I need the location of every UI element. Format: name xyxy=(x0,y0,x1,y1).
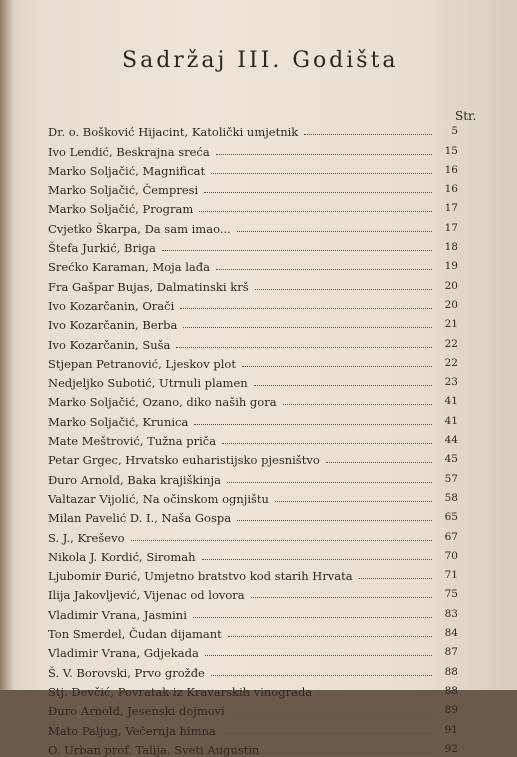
dot-leader xyxy=(237,520,432,521)
toc-entry-separator: , xyxy=(149,279,157,294)
toc-entry-page-number: 41 xyxy=(444,414,458,427)
toc-entry-author: Marko Soljačić xyxy=(48,163,136,178)
toc-entry-text xyxy=(48,376,248,390)
toc-entry-text xyxy=(48,125,298,139)
toc-entry-separator: , xyxy=(116,241,124,256)
toc-entry-title: Magnificat xyxy=(142,163,206,178)
toc-entry-title: Ozano, diko naših gora xyxy=(142,395,277,410)
toc-entry xyxy=(48,738,458,757)
dot-leader xyxy=(216,154,432,155)
dot-leader xyxy=(255,289,432,290)
toc-entry xyxy=(48,236,458,255)
toc-entry xyxy=(48,583,458,602)
dot-leader xyxy=(162,250,432,251)
toc-entry-title: Berba xyxy=(142,318,178,333)
toc-entry-page-number: 71 xyxy=(444,569,458,582)
toc-entry-author: Mate Meštrović xyxy=(48,434,140,449)
toc-entry-text xyxy=(48,415,188,429)
toc-entry-page-number: 19 xyxy=(444,260,458,273)
toc-entry xyxy=(48,197,458,216)
toc-entry-title: Prvo grožđe xyxy=(134,665,205,680)
dot-leader xyxy=(227,482,432,483)
toc-entry-text xyxy=(48,338,170,352)
toc-entry-text xyxy=(48,724,216,738)
toc-entry-author: Petar Grgec xyxy=(48,453,118,468)
toc-entry-page-number: 16 xyxy=(444,183,458,196)
toc-entry-separator: , xyxy=(135,337,143,352)
toc-entry-separator: , xyxy=(137,221,145,236)
dot-leader xyxy=(265,752,432,753)
dot-leader xyxy=(202,559,432,560)
toc-entry xyxy=(48,274,458,293)
toc-entry-text xyxy=(48,241,156,255)
toc-entry-page-number: 15 xyxy=(444,144,458,157)
toc-entry-author: O. Urban prof. Talija xyxy=(48,742,167,757)
toc-entry-title: Jesenski dojmovi xyxy=(127,704,225,719)
toc-entry-author: Ton Smerdel xyxy=(48,627,122,642)
toc-entry-page-number: 22 xyxy=(444,337,458,350)
toc-entry-title: Utrnuli plamen xyxy=(159,376,248,391)
toc-entry-separator: , xyxy=(184,125,192,140)
toc-entry xyxy=(48,699,458,718)
dot-leader xyxy=(231,713,432,714)
toc-entry-text xyxy=(48,685,312,699)
toc-entry-author: Š. V. Borovski xyxy=(48,665,128,680)
toc-entry-separator: , xyxy=(108,144,117,159)
toc-entry-title: Gdjekada xyxy=(143,646,199,661)
toc-entry-text xyxy=(48,260,210,274)
toc-entry-author: Đuro Arnold xyxy=(48,472,120,487)
toc-entry-separator: , xyxy=(135,298,143,313)
toc-entry-author: Marko Soljačić xyxy=(48,395,136,410)
toc-entry-text xyxy=(48,145,210,159)
toc-entry-text xyxy=(48,646,199,660)
toc-entry-text xyxy=(48,608,187,622)
toc-entry-text xyxy=(48,318,177,332)
toc-entry-title: Siromah xyxy=(146,549,196,564)
toc-entry-title: Naša Gospa xyxy=(161,511,232,526)
toc-entry-title: Povratak iz Kravarskih vinograda xyxy=(117,684,313,699)
dot-leader xyxy=(237,231,432,232)
toc-entry-title: Da sam imao... xyxy=(144,221,231,236)
dot-leader xyxy=(326,462,432,463)
toc-entry-author: Ivo Kozarčanin xyxy=(48,337,136,352)
toc-entry-title: Krunica xyxy=(142,414,189,429)
toc-entry-title: Kreševo xyxy=(77,530,125,545)
toc-entry xyxy=(48,448,458,467)
toc-entry-text xyxy=(48,395,277,409)
toc-entry-text xyxy=(48,222,231,236)
toc-entry-page-number: 17 xyxy=(444,221,458,234)
toc-entry-title: Na očinskom ognjištu xyxy=(142,491,269,506)
toc-entry-author: Valtazar Vijolić xyxy=(48,491,136,506)
toc-entry xyxy=(48,159,458,178)
dot-leader xyxy=(183,327,432,328)
toc-entry-text xyxy=(48,550,196,564)
toc-entry xyxy=(48,216,458,235)
dot-leader xyxy=(304,134,432,135)
toc-entry xyxy=(48,313,458,332)
toc-entry-separator: , xyxy=(135,414,143,429)
toc-entry-author: Milan Pavelić D. I. xyxy=(48,511,155,526)
dot-leader xyxy=(222,443,432,444)
toc-entry xyxy=(48,332,458,351)
toc-entry xyxy=(48,564,458,583)
toc-entry-separator: , xyxy=(139,549,147,564)
toc-entry-author: Vladimir Vrana xyxy=(48,607,137,622)
toc-entry-separator: , xyxy=(70,530,78,545)
dot-leader xyxy=(194,424,432,425)
toc-entry-separator: , xyxy=(110,684,118,699)
page-column-header: Str. xyxy=(455,109,477,123)
toc-entry-title: Program xyxy=(142,202,194,217)
toc-entry-page-number: 92 xyxy=(444,742,458,755)
toc-entry xyxy=(48,178,458,197)
toc-entry-text xyxy=(48,280,249,294)
toc-entry-text xyxy=(48,569,353,583)
toc-entry-title: Čempresi xyxy=(142,183,199,198)
toc-entry-page-number: 65 xyxy=(444,511,458,524)
toc-entry-page-number: 45 xyxy=(444,453,458,466)
dot-leader xyxy=(283,404,432,405)
toc-entry-page-number: 20 xyxy=(444,298,458,311)
toc-entry-author: Ivo Kozarčanin xyxy=(48,318,136,333)
toc-entry-page-number: 20 xyxy=(444,279,458,292)
toc-entry xyxy=(48,680,458,699)
toc-entry-author: Ivo Kozarčanin xyxy=(48,298,136,313)
toc-entry-separator: , xyxy=(139,434,148,449)
toc-entry-separator: , xyxy=(145,260,153,275)
toc-entry-text xyxy=(48,511,231,525)
dot-leader xyxy=(211,675,432,676)
toc-entry-title: Sveti Augustin xyxy=(174,742,260,757)
toc-entry-author: Marko Soljačić xyxy=(48,202,136,217)
toc-entry-page-number: 41 xyxy=(444,395,458,408)
toc-entry-page-number: 21 xyxy=(444,318,458,331)
toc-entry-text xyxy=(48,704,225,718)
toc-entry-text xyxy=(48,743,259,757)
toc-entry-author: Fra Gašpar Bujas xyxy=(48,279,150,294)
dot-leader xyxy=(359,578,432,579)
toc-entry-title: Čudan dijamant xyxy=(129,627,222,642)
toc-entry-title: Moja lađa xyxy=(152,260,210,275)
toc-entry-separator: , xyxy=(154,511,162,526)
dot-leader xyxy=(131,540,433,541)
toc-entry-text xyxy=(48,453,320,467)
dot-leader xyxy=(242,366,432,367)
toc-entry-author: Stjepan Petranović xyxy=(48,356,159,371)
toc-entry-separator: , xyxy=(119,472,128,487)
toc-entry-separator: , xyxy=(135,491,143,506)
dot-leader xyxy=(228,636,432,637)
toc-entry xyxy=(48,294,458,313)
toc-entry xyxy=(48,487,458,506)
toc-entry-title: Jasmini xyxy=(143,607,187,622)
toc-entry xyxy=(48,622,458,641)
dot-leader xyxy=(176,347,432,348)
toc-entry-text xyxy=(48,164,205,178)
toc-entry-author: Nikola J. Kordić xyxy=(48,549,140,564)
toc-entry-text xyxy=(48,666,205,680)
toc-entry-title: Dalmatinski krš xyxy=(156,279,249,294)
toc-entry-author: Mato Paljug xyxy=(48,723,118,738)
dot-leader xyxy=(222,733,432,734)
toc-entry-title: Baka krajiškinja xyxy=(127,472,221,487)
toc-entry xyxy=(48,139,458,158)
toc-entry-page-number: 18 xyxy=(444,241,458,254)
toc-entry-title: Tužna priča xyxy=(147,434,217,449)
toc-entry-separator: , xyxy=(121,627,130,642)
toc-entry-author: Dr. o. Bošković Hijacint xyxy=(48,125,185,140)
toc-entry-text xyxy=(48,588,245,602)
toc-entry-text xyxy=(48,357,236,371)
toc-entry xyxy=(48,390,458,409)
toc-entry-author: Đuro Arnold xyxy=(48,704,120,719)
toc-entry xyxy=(48,660,458,679)
toc-entry-author: Marko Soljačić xyxy=(48,183,136,198)
toc-entry-page-number: 57 xyxy=(444,472,458,485)
toc-entry-separator: , xyxy=(117,453,126,468)
toc-entry-page-number: 70 xyxy=(444,549,458,562)
toc-entry xyxy=(48,467,458,486)
toc-entry-page-number: 67 xyxy=(444,530,458,543)
toc-entry xyxy=(48,525,458,544)
dot-leader xyxy=(318,694,432,695)
toc-entry-text xyxy=(48,473,221,487)
toc-entry-separator: , xyxy=(136,588,144,603)
toc-entry-title: Suša xyxy=(142,337,171,352)
toc-entry xyxy=(48,255,458,274)
toc-entry-text xyxy=(48,492,269,506)
toc-entry xyxy=(48,429,458,448)
toc-entry-title: Hrvatsko euharistijsko pjesništvo xyxy=(125,453,320,468)
dot-leader xyxy=(199,211,432,212)
toc-entry xyxy=(48,718,458,737)
toc-entry-title: Briga xyxy=(124,241,156,256)
toc-entry-page-number: 87 xyxy=(444,646,458,659)
toc-entry-page-number: 83 xyxy=(444,607,458,620)
toc-entry-title: Umjetno bratstvo kod starih Hrvata xyxy=(144,569,353,584)
toc-entry-author: Vladimir Vrana xyxy=(48,646,137,661)
toc-entry-separator: , xyxy=(135,202,143,217)
toc-entry xyxy=(48,602,458,621)
toc-entry-title: Večernja himna xyxy=(125,723,216,738)
toc-entry-title: Ljeskov plot xyxy=(165,356,236,371)
toc-entry-text xyxy=(48,627,222,641)
toc-entry-title: Katolički umjetnik xyxy=(191,125,299,140)
toc-entry-author: Stj. Devčić xyxy=(48,684,111,699)
dot-leader xyxy=(254,385,432,386)
toc-entry xyxy=(48,506,458,525)
toc-entry-text xyxy=(48,202,193,216)
toc-entry-author: Ivo Lendić xyxy=(48,144,109,159)
toc-entry-page-number: 23 xyxy=(444,376,458,389)
toc-entry-author: S. J. xyxy=(48,530,71,545)
dot-leader xyxy=(205,655,432,656)
toc-entry-separator: , xyxy=(119,704,128,719)
toc-entry-page-number: 58 xyxy=(444,491,458,504)
dot-leader xyxy=(216,269,432,270)
toc-entry-author: Marko Soljačić xyxy=(48,414,136,429)
toc-entry-separator: , xyxy=(135,395,143,410)
toc-entry-author: Ljubomir Đurić xyxy=(48,569,137,584)
table-of-contents xyxy=(48,120,458,757)
toc-entry-text xyxy=(48,299,174,313)
dot-leader xyxy=(211,173,432,174)
toc-entry-page-number: 89 xyxy=(444,704,458,717)
toc-entry-text xyxy=(48,434,216,448)
toc-entry-separator: , xyxy=(135,163,143,178)
contents-title: Sadržaj III. Godišta xyxy=(122,48,399,73)
toc-entry-separator: , xyxy=(166,742,175,757)
toc-entry-page-number: 5 xyxy=(451,125,458,138)
toc-entry-page-number: 17 xyxy=(444,202,458,215)
toc-entry-separator: , xyxy=(127,665,135,680)
toc-entry-author: Štefa Jurkić xyxy=(48,241,117,256)
toc-entry-page-number: 84 xyxy=(444,627,458,640)
toc-entry-separator: , xyxy=(135,183,143,198)
toc-entry xyxy=(48,371,458,390)
dot-leader xyxy=(251,597,432,598)
toc-entry-title: Orači xyxy=(142,298,175,313)
toc-entry-page-number: 44 xyxy=(444,434,458,447)
toc-entry-text xyxy=(48,183,198,197)
toc-entry-title: Vijenac od lovora xyxy=(143,588,245,603)
toc-entry-page-number: 88 xyxy=(444,684,458,697)
toc-entry-title: Beskrajna sreća xyxy=(116,144,210,159)
toc-entry-separator: , xyxy=(117,723,126,738)
toc-entry-separator: , xyxy=(136,646,144,661)
toc-entry xyxy=(48,641,458,660)
dot-leader xyxy=(275,501,432,502)
toc-entry xyxy=(48,120,458,139)
toc-entry-separator: , xyxy=(136,569,145,584)
toc-entry-separator: , xyxy=(135,318,143,333)
page-binding-shadow xyxy=(0,0,14,690)
toc-entry-text xyxy=(48,531,125,545)
toc-entry-author: Nedjeljko Subotić xyxy=(48,376,152,391)
toc-entry-page-number: 88 xyxy=(444,665,458,678)
toc-entry-author: Ilija Jakovljević xyxy=(48,588,137,603)
toc-entry-page-number: 16 xyxy=(444,163,458,176)
toc-entry xyxy=(48,545,458,564)
toc-entry xyxy=(48,409,458,428)
dot-leader xyxy=(180,308,432,309)
toc-entry-page-number: 22 xyxy=(444,356,458,369)
toc-entry-author: Cvjetko Škarpa xyxy=(48,221,138,236)
dot-leader xyxy=(193,617,432,618)
toc-entry-separator: , xyxy=(151,376,160,391)
dot-leader xyxy=(204,192,432,193)
toc-entry-separator: , xyxy=(158,356,166,371)
toc-entry-separator: , xyxy=(136,607,144,622)
toc-entry-page-number: 75 xyxy=(444,588,458,601)
toc-entry-page-number: 91 xyxy=(444,723,458,736)
toc-entry-author: Srećko Karaman xyxy=(48,260,146,275)
toc-entry xyxy=(48,352,458,371)
